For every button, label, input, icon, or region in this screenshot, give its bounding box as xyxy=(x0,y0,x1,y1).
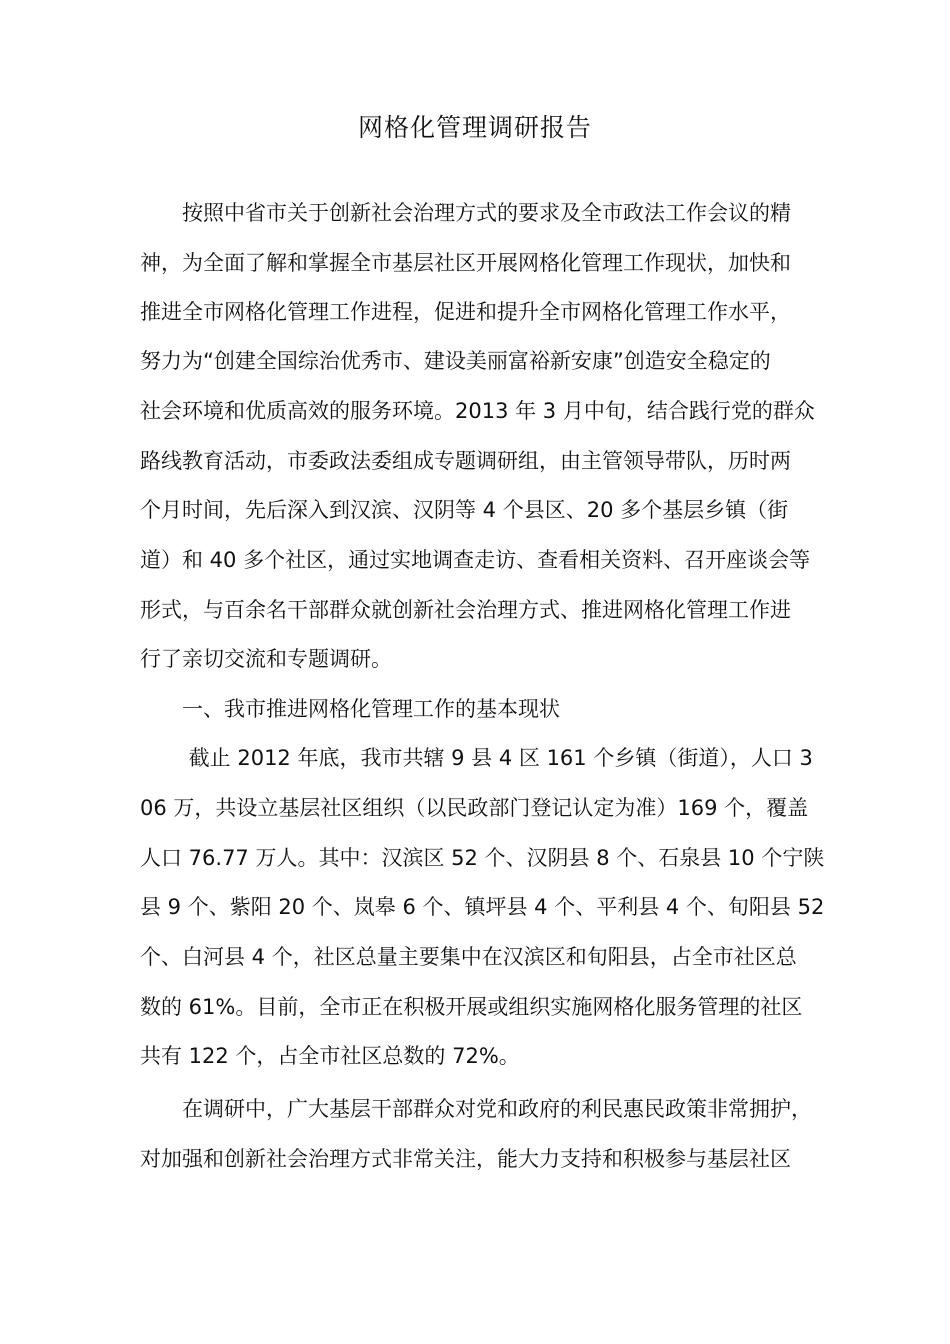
body-line: 截止 2012 年底，我市共辖 9 县 4 区 161 个乡镇（街道），人口 3 xyxy=(140,746,813,770)
body-line: 行了亲切交流和专题调研。 xyxy=(140,647,392,671)
body-line: 按照中省市关于创新社会治理方式的要求及全市政法工作会议的精 xyxy=(140,201,791,225)
body-line: 道）和 40 多个社区，通过实地调查走访、查看相关资料、召开座谈会等 xyxy=(140,548,811,572)
section-heading: 一、我市推进网格化管理工作的基本现状 xyxy=(140,697,560,721)
body-line: 社会环境和优质高效的服务环境。2013 年 3 月中旬，结合践行党的群众 xyxy=(140,399,815,423)
body-line: 努力为“创建全国综治优秀市、建设美丽富裕新安康”创造安全稳定的 xyxy=(140,349,771,373)
body-line: 县 9 个、紫阳 20 个、岚皋 6 个、镇坪县 4 个、平利县 4 个、旬阳县 52 xyxy=(140,895,825,919)
body-line: 个月时间，先后深入到汉滨、汉阴等 4 个县区、20 多个基层乡镇（街 xyxy=(140,498,789,522)
body-line: 数的 61%。目前，全市正在积极开展或组织实施网格化服务管理的社区 xyxy=(140,995,803,1019)
body-line: 形式，与百余名干部群众就创新社会治理方式、推进网格化管理工作进 xyxy=(140,598,791,622)
body-line: 在调研中，广大基层干部群众对党和政府的利民惠民政策非常拥护， xyxy=(140,1097,812,1121)
body-line: 推进全市网格化管理工作进程，促进和提升全市网格化管理工作水平， xyxy=(140,300,791,324)
body-line: 神，为全面了解和掌握全市基层社区开展网格化管理工作现状，加快和 xyxy=(140,251,791,275)
body-line: 个、白河县 4 个，社区总量主要集中在汉滨区和旬阳县，占全市社区总 xyxy=(140,945,797,969)
body-line: 路线教育活动，市委政法委组成专题调研组，由主管领导带队，历时两 xyxy=(140,449,791,473)
body-line: 人口 76.77 万人。其中：汉滨区 52 个、汉阴县 8 个、石泉县 10 个宁陕 xyxy=(140,846,825,870)
body-line: 对加强和创新社会治理方式非常关注，能大力支持和积极参与基层社区 xyxy=(140,1147,791,1171)
body-line: 06 万，共设立基层社区组织（以民政部门登记认定为准）169 个，覆盖 xyxy=(140,796,809,820)
body-line: 共有 122 个，占全市社区总数的 72%。 xyxy=(140,1044,520,1068)
document-title: 网格化管理调研报告 xyxy=(357,113,592,142)
